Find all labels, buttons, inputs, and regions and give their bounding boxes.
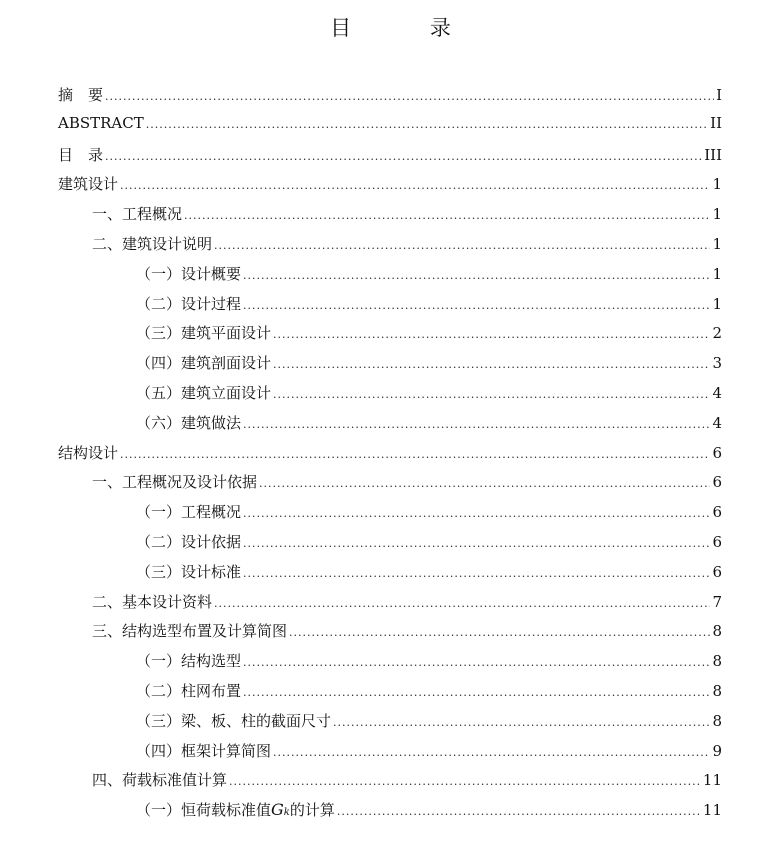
toc-page-number: 1 xyxy=(712,205,722,224)
dot-leader xyxy=(120,179,710,192)
dot-leader xyxy=(243,686,710,699)
toc-page-number: 6 xyxy=(712,473,722,492)
dot-leader xyxy=(243,299,710,312)
toc-entry[interactable] xyxy=(58,382,722,412)
toc-page-number: 6 xyxy=(712,503,722,522)
toc-entry-label-suffix: 的计算 xyxy=(289,801,335,820)
toc-entry-label: （五）建筑立面设计 xyxy=(136,383,272,402)
page-title: 目 录 xyxy=(330,16,487,40)
toc-page-number: 2 xyxy=(712,324,722,343)
toc-page-number: 1 xyxy=(712,234,722,253)
toc-page-number: 1 xyxy=(712,175,722,194)
toc-entry-label: （四）建筑剖面设计 xyxy=(136,354,272,373)
toc-entry-label: 结构设计 xyxy=(58,443,119,462)
toc-entry[interactable] xyxy=(58,203,722,233)
toc-page-number: 8 xyxy=(712,622,722,641)
math-subscript: k xyxy=(283,807,290,819)
toc-entry[interactable] xyxy=(58,531,722,561)
dot-leader xyxy=(214,597,710,610)
toc-entry[interactable] xyxy=(58,352,722,382)
toc-entry-label: （一）恒荷载标准值 xyxy=(136,801,272,820)
dot-leader xyxy=(214,239,710,252)
toc-entry-label: （一）结构选型 xyxy=(136,652,242,671)
toc-entry-label: 二、建筑设计说明 xyxy=(92,234,213,253)
dot-leader xyxy=(273,746,710,759)
dot-leader xyxy=(184,209,710,222)
toc-entry-label: （一）工程概况 xyxy=(136,503,242,522)
toc-entry-label: 摘 要 xyxy=(58,86,104,104)
dot-leader xyxy=(333,716,710,729)
table-of-contents xyxy=(58,84,722,829)
toc-entry-label: 目 录 xyxy=(58,145,104,164)
dot-leader xyxy=(273,328,710,341)
toc-entry-label: 二、基本设计资料 xyxy=(92,592,213,611)
dot-leader xyxy=(273,358,710,371)
toc-entry[interactable] xyxy=(58,322,722,352)
toc-entry-label: （四）框架计算简图 xyxy=(136,741,272,760)
toc-entry[interactable] xyxy=(58,620,722,650)
toc-entry-label: （三）建筑平面设计 xyxy=(136,324,272,343)
dot-leader xyxy=(243,269,710,282)
dot-leader xyxy=(289,626,710,639)
toc-entry[interactable] xyxy=(58,501,722,531)
toc-entry[interactable] xyxy=(58,293,722,323)
toc-page-number: 3 xyxy=(712,354,722,373)
toc-entry-label: （六）建筑做法 xyxy=(136,413,242,432)
toc-page-number: 1 xyxy=(712,264,722,283)
toc-entry-label: （二）柱网布置 xyxy=(136,681,242,700)
dot-leader xyxy=(243,418,710,431)
dot-leader xyxy=(243,656,710,669)
toc-entry[interactable] xyxy=(58,740,722,770)
toc-entry-label: （三）梁、板、柱的截面尺寸 xyxy=(136,711,332,730)
toc-entry[interactable] xyxy=(58,84,722,114)
toc-page-number: 8 xyxy=(712,681,722,700)
toc-entry-label: ABSTRACT xyxy=(58,113,144,132)
toc-page-number: I xyxy=(716,86,722,104)
toc-entry[interactable] xyxy=(58,591,722,621)
dot-leader xyxy=(259,477,710,490)
toc-entry-label: 建筑设计 xyxy=(58,175,119,194)
dot-leader xyxy=(105,150,702,163)
toc-entry[interactable] xyxy=(58,412,722,442)
dot-leader xyxy=(337,805,701,818)
toc-entry[interactable] xyxy=(58,144,722,174)
dot-leader xyxy=(243,567,710,580)
dot-leader xyxy=(120,448,710,461)
toc-entry[interactable] xyxy=(58,650,722,680)
toc-page-number: 8 xyxy=(712,711,722,730)
toc-entry-label: （二）设计过程 xyxy=(136,294,242,313)
toc-entry[interactable] xyxy=(58,799,722,829)
toc-entry-label: （一）设计概要 xyxy=(136,264,242,283)
dot-leader xyxy=(273,388,710,401)
toc-page-number: II xyxy=(710,113,722,132)
toc-page-number: 7 xyxy=(712,592,722,611)
toc-entry-label: 三、结构选型布置及计算简图 xyxy=(92,622,288,641)
dot-leader xyxy=(146,118,708,131)
toc-entry-label: 一、工程概况 xyxy=(92,205,183,224)
toc-page-number: 6 xyxy=(712,532,722,551)
toc-entry-label: （二）设计依据 xyxy=(136,532,242,551)
dot-leader xyxy=(229,775,701,788)
toc-entry[interactable] xyxy=(58,233,722,263)
toc-entry[interactable] xyxy=(58,471,722,501)
toc-page-number: 11 xyxy=(702,771,722,790)
toc-page-number: III xyxy=(704,145,722,164)
toc-entry[interactable] xyxy=(58,561,722,591)
toc-page-number: 8 xyxy=(712,652,722,671)
toc-page-number: 6 xyxy=(712,443,722,462)
toc-entry[interactable] xyxy=(58,114,722,144)
toc-entry[interactable] xyxy=(58,680,722,710)
toc-entry-label: 四、荷载标准值计算 xyxy=(92,771,228,790)
math-symbol: G xyxy=(271,800,284,820)
toc-entry[interactable] xyxy=(58,710,722,740)
toc-page-number: 4 xyxy=(712,383,722,402)
toc-page-number: 1 xyxy=(712,294,722,313)
toc-entry-label: 一、工程概况及设计依据 xyxy=(92,473,258,492)
toc-entry[interactable] xyxy=(58,263,722,293)
toc-entry[interactable] xyxy=(58,173,722,203)
dot-leader xyxy=(243,507,710,520)
dot-leader xyxy=(105,90,714,103)
toc-page-number: 4 xyxy=(712,413,722,432)
toc-page-number: 6 xyxy=(712,562,722,581)
toc-page-number: 11 xyxy=(702,801,722,820)
toc-entry[interactable] xyxy=(58,442,722,472)
toc-entry-label: （三）设计标准 xyxy=(136,562,242,581)
toc-entry[interactable] xyxy=(58,769,722,799)
dot-leader xyxy=(243,537,710,550)
toc-page-number: 9 xyxy=(712,741,722,760)
